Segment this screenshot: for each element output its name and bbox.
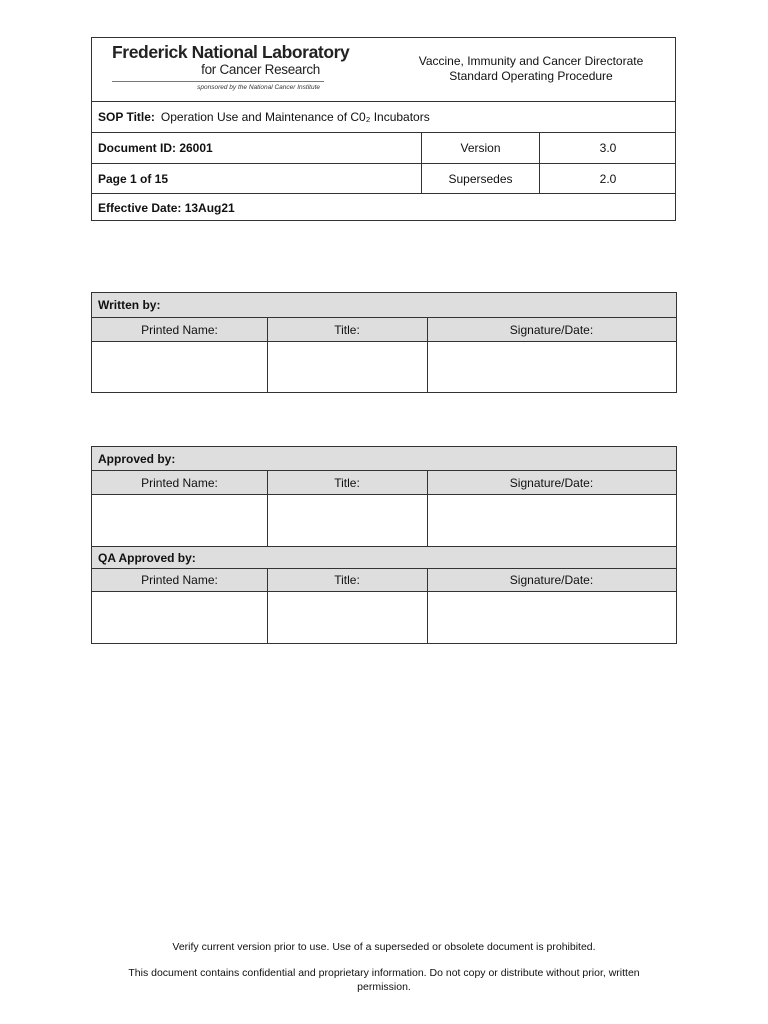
sop-header-table	[91, 37, 676, 221]
divider	[427, 318, 428, 341]
header-logo-row	[92, 38, 675, 102]
written-by-table	[91, 292, 677, 393]
logo-rule	[112, 81, 324, 82]
divider	[267, 495, 268, 546]
version-value: 3.0	[599, 141, 617, 155]
version-label: Version	[460, 141, 501, 155]
directorate-line1: Vaccine, Immunity and Cancer Directorate	[418, 54, 644, 68]
supersedes-label: Supersedes	[448, 171, 513, 186]
column-signature-date: Signature/Date:	[509, 475, 594, 490]
footer-notice: Verify current version prior to use. Use of a superseded or obsolete document is prohibited.	[172, 941, 596, 953]
divider	[267, 592, 268, 643]
sop-title-value: Operation Use and Maintenance of C0₂ Incubators	[160, 110, 430, 124]
sop-title	[98, 102, 430, 132]
document-id-row	[92, 133, 675, 164]
divider	[427, 592, 428, 643]
sop-title-label: SOP Title:	[98, 110, 155, 124]
column-title: Title:	[334, 475, 360, 490]
approved-by-columns	[92, 471, 676, 495]
document-id: Document ID: 26001	[98, 141, 213, 155]
logo-line1: Frederick National Laboratory	[112, 42, 350, 62]
approved-by-signature-row	[92, 495, 676, 547]
approved-by-title: Approved by:	[98, 451, 176, 466]
footer-confidential: This document contains confidential and proprietary information. Do not copy or distribute without prior, written permission.	[128, 967, 640, 993]
divider	[427, 471, 428, 494]
written-by-title: Written by:	[98, 298, 161, 312]
directorate-title	[395, 54, 667, 84]
column-signature-date: Signature/Date:	[509, 573, 594, 587]
approved-by-table	[91, 446, 677, 644]
column-title: Title:	[334, 573, 360, 587]
divider	[267, 318, 268, 341]
divider	[267, 569, 268, 591]
supersedes-value: 2.0	[599, 171, 617, 186]
qa-approved-by-title: QA Approved by:	[98, 550, 196, 565]
column-printed-name: Printed Name:	[141, 573, 218, 587]
written-by-columns	[92, 318, 676, 342]
divider	[427, 569, 428, 591]
written-by-header	[92, 293, 676, 318]
written-by-signature-row	[92, 342, 676, 392]
fnl-logo	[112, 42, 350, 91]
divider	[427, 342, 428, 392]
qa-approved-by-signature-row	[92, 592, 676, 643]
column-printed-name: Printed Name:	[141, 322, 218, 337]
page-row	[92, 164, 675, 194]
column-signature-date: Signature/Date:	[509, 322, 594, 337]
qa-approved-by-header	[92, 547, 676, 569]
column-title: Title:	[334, 322, 360, 337]
divider	[267, 471, 268, 494]
divider	[427, 495, 428, 546]
directorate-line2: Standard Operating Procedure	[449, 69, 613, 83]
page-number: Page 1 of 15	[98, 171, 169, 186]
sop-title-row	[92, 102, 675, 133]
approved-by-header	[92, 447, 676, 471]
effective-date: Effective Date: 13Aug21	[98, 200, 235, 215]
column-printed-name: Printed Name:	[141, 475, 218, 490]
divider	[267, 342, 268, 392]
effective-date-row	[92, 194, 675, 221]
logo-line2: for Cancer Research	[201, 62, 320, 77]
qa-approved-by-columns	[92, 569, 676, 592]
logo-sponsor: sponsored by the National Cancer Institute	[197, 84, 320, 91]
